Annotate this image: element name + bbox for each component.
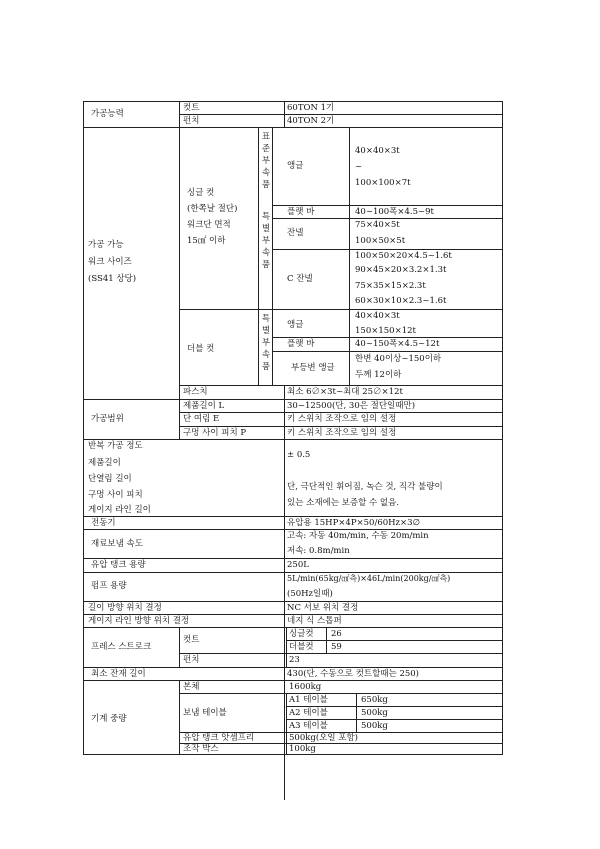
c-channel-label: C 잔넬 — [287, 274, 313, 284]
workable-label-line: 워크 사이즈 — [88, 257, 132, 267]
spec-table — [83, 101, 503, 755]
special-parts-label: 특별부속품 — [261, 212, 271, 270]
col-line — [286, 732, 287, 755]
double-flat-bar-value: 40~150폭×4.5~12t — [355, 339, 440, 349]
accuracy-label-line: 제품길이 — [88, 458, 121, 468]
accuracy-value: ± 0.5 — [287, 450, 311, 460]
c-channel-value: 90×45×20×3.2×1.3t — [355, 265, 447, 275]
double-angle-value: 40×40×3t — [355, 311, 400, 321]
feed-table-label: 보냄 테이블 — [183, 708, 227, 718]
row-line — [272, 351, 503, 352]
end-margin-label: 단 여림 E — [183, 414, 220, 424]
stroke-single-cut-label: 싱글컷 — [289, 629, 314, 639]
angle-label: 앵글 — [287, 161, 304, 171]
control-box-value: 100kg — [289, 744, 316, 754]
table-border-right — [502, 101, 503, 755]
col-line — [286, 693, 287, 732]
pump-label: 펌프 용량 — [91, 581, 127, 591]
tank-assy-value: 500kg(오일 포함) — [289, 733, 358, 743]
pipe-label: 파스치 — [183, 387, 208, 397]
weight-label: 기계 중량 — [91, 714, 127, 724]
pump-value: (50Hz일때) — [287, 589, 333, 599]
a2-table-value: 500kg — [361, 708, 388, 718]
feed-speed-value: 고속: 자동 40m/min, 수동 20m/min — [287, 531, 429, 541]
row-line — [83, 439, 503, 440]
single-cut-line: 워크단 면적 — [187, 220, 231, 230]
hole-pitch-label: 구멍 사이 피치 P — [183, 428, 247, 438]
a3-table-label: A3 테이블 — [289, 721, 328, 731]
col-line — [179, 627, 180, 667]
gauge-pos-label: 게이지 라인 방향 위치 결정 — [88, 616, 190, 626]
accuracy-label-line: 게이지 라인 길이 — [88, 505, 151, 515]
row-line — [179, 309, 503, 310]
stroke-label: 프레스 스트로크 — [91, 642, 152, 652]
product-length-label: 제품길이 L — [183, 401, 225, 411]
capacity-cut-label: 컷트 — [183, 103, 200, 113]
stroke-punch-value: 23 — [289, 655, 300, 665]
angle-value: ~ — [355, 162, 363, 172]
control-box-label: 조작 박스 — [183, 744, 219, 754]
standard-parts-label: 표준부속품 — [261, 132, 271, 190]
min-remain-label: 최소 잔재 길이 — [91, 669, 146, 679]
accuracy-label-line: 구멍 사이 피치 — [88, 490, 143, 500]
col-line — [326, 627, 327, 654]
table-border-left — [83, 101, 84, 755]
a2-table-label: A2 테이블 — [289, 708, 328, 718]
range-label: 가공범위 — [91, 414, 124, 424]
unequal-angle-label: 부등변 앵글 — [291, 363, 335, 373]
pump-value: 5L/min(65kg/㎠측)×46L/min(200kg/㎠측) — [287, 574, 451, 583]
col-line — [179, 101, 180, 439]
row-line — [179, 653, 503, 654]
channel-label: 잔넬 — [287, 228, 304, 238]
double-cut-label: 더블 컷 — [187, 344, 215, 354]
row-line — [286, 640, 503, 641]
col-line — [356, 693, 357, 732]
capacity-cut-value: 60TON 1기 — [287, 103, 335, 113]
single-cut-line: 15㎠ 이하 — [187, 236, 226, 246]
length-pos-label: 길이 방향 위치 결정 — [88, 603, 162, 613]
double-angle-label: 앵글 — [287, 320, 304, 330]
col-line — [179, 680, 180, 755]
gauge-pos-value: 네지 식 스톱퍼 — [287, 616, 342, 626]
double-special-parts-label: 특별부속품 — [261, 314, 271, 372]
double-flat-bar-label: 플랫 바 — [287, 339, 315, 349]
feed-speed-label: 재료보냄 속도 — [91, 539, 143, 549]
c-channel-value: 75×35×15×2.3t — [355, 281, 426, 291]
weight-body-value: 1600kg — [289, 682, 322, 692]
single-cut-line: (한쪽날 절단) — [187, 204, 238, 214]
accuracy-label-line: 단열림 길이 — [88, 474, 132, 484]
a1-table-label: A1 테이블 — [289, 695, 328, 705]
stroke-double-cut-label: 더블컷 — [289, 642, 314, 652]
accuracy-note: 단, 극단적인 휘어짐, 녹슨 것, 직각 불량이 — [287, 482, 443, 492]
feed-speed-value: 저속: 0.8m/min — [287, 546, 350, 556]
motor-value: 유압용 15HP×4P×50/60Hz×3∅ — [287, 518, 420, 528]
c-channel-value: 60×30×10×2.3~1.6t — [355, 296, 447, 306]
unequal-angle-value: 한변 40이상~150이하 — [355, 354, 442, 364]
accuracy-label-line: 반복 가공 정도 — [88, 441, 143, 451]
flat-bar-label: 플랫 바 — [287, 207, 315, 217]
end-margin-value: 키 스위치 조작으로 임의 설정 — [287, 414, 397, 424]
single-cut-line: 싱글 컷 — [187, 188, 215, 198]
a1-table-value: 650kg — [361, 695, 388, 705]
tank-label: 유압 탱크 용량 — [91, 560, 146, 570]
stroke-cut-label: 컷트 — [183, 635, 200, 645]
min-remain-value: 430(단, 수동으로 컷트할때는 250) — [287, 669, 419, 679]
a3-table-value: 500kg — [361, 721, 388, 731]
col-line — [284, 101, 285, 127]
tank-value: 250L — [287, 560, 309, 570]
capacity-label: 가공능력 — [91, 109, 124, 119]
col-line — [286, 627, 287, 667]
stroke-single-cut-value: 26 — [331, 629, 342, 639]
capacity-punch-value: 40TON 2기 — [287, 116, 335, 126]
col-line — [272, 127, 273, 385]
capacity-punch-label: 펀치 — [183, 116, 200, 126]
flat-bar-value: 40~100폭×4.5~9t — [355, 207, 434, 217]
angle-value: 40×40×3t — [355, 146, 400, 156]
length-pos-value: NC 서보 위치 결정 — [287, 603, 359, 613]
workable-label-line: 가공 가능 — [88, 240, 124, 250]
col-line — [349, 127, 350, 385]
row-line — [179, 114, 503, 115]
row-line — [83, 127, 503, 128]
workable-label-line: (SS41 상당) — [88, 274, 137, 284]
c-channel-value: 100×50×20×4.5~1.6t — [355, 251, 452, 261]
row-line — [179, 693, 503, 694]
double-angle-value: 150×150×12t — [355, 326, 416, 336]
col-line — [258, 127, 259, 385]
motor-label: 전동기 — [91, 518, 116, 528]
channel-value: 75×40×5t — [355, 220, 400, 230]
unequal-angle-value: 두께 12이하 — [355, 370, 402, 380]
product-length-value: 30~12500(단, 30은 절단일때만) — [287, 401, 416, 411]
tank-assy-label: 유압 탱크 앗셈프리 — [183, 733, 255, 743]
weight-body-label: 본체 — [183, 682, 200, 692]
hole-pitch-value: 키 스위치 조작으로 임의 설정 — [287, 428, 397, 438]
col-line — [284, 732, 285, 755]
stroke-double-cut-value: 59 — [331, 642, 342, 652]
pipe-value: 최소 6∅×3t~최대 25∅×12t — [287, 387, 403, 397]
channel-value: 100×50×5t — [355, 236, 406, 246]
stroke-punch-label: 펀치 — [183, 655, 200, 665]
accuracy-note: 있는 소재에는 보증할 수 없음. — [287, 498, 400, 508]
angle-value: 100×100×7t — [355, 178, 411, 188]
